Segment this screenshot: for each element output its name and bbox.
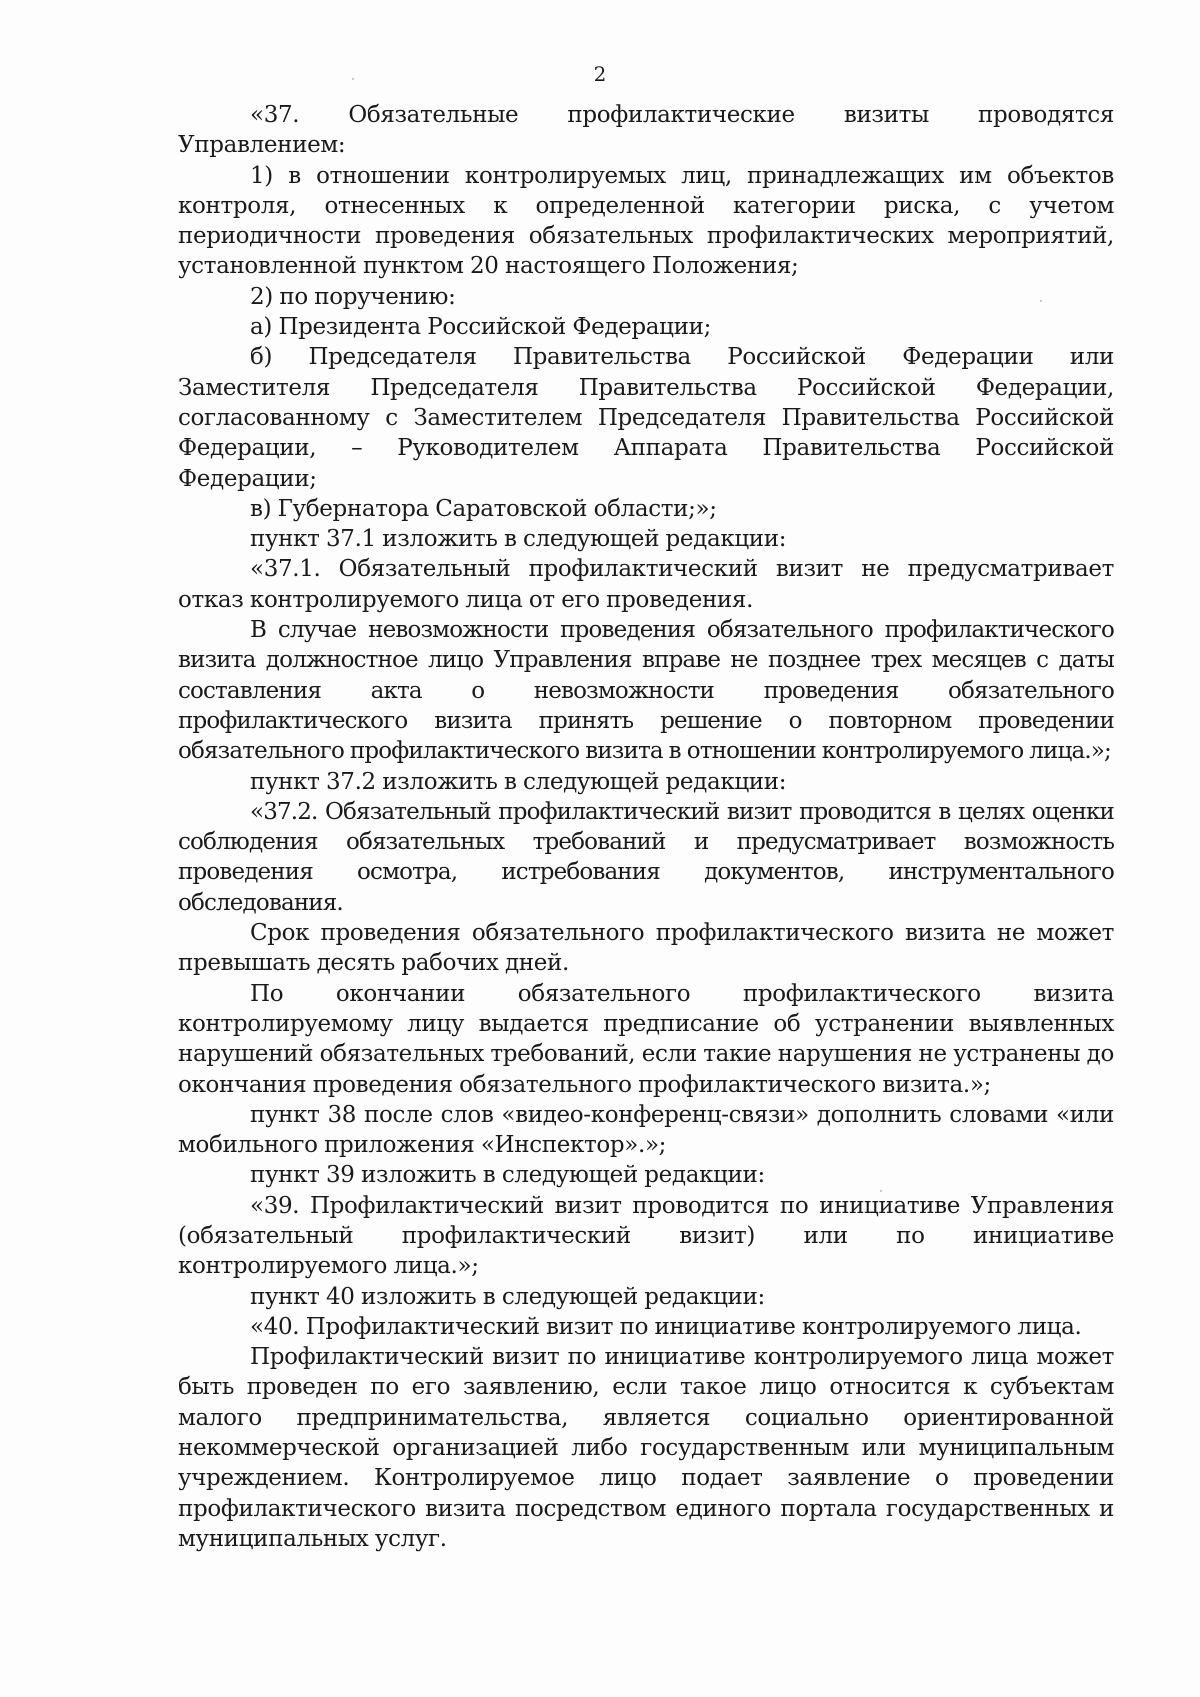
paragraph-37-item-2: 2) по поручению:	[250, 283, 456, 310]
paragraph-37-2: «37.2. Обязательный профилактический визит проводится в целях оценки соблюдения обязательных требований и предусматривает возможность проведения осмотра, истребования документов, инструментального обследования.	[178, 798, 1114, 916]
document-body	[178, 100, 1114, 1554]
amendment-38: пункт 38 после слов «видео-конференц-связи» дополнить словами «или мобильного приложения «Инспектор».»;	[178, 1101, 1114, 1159]
amendment-40-intro: пункт 40 изложить в следующей редакции:	[250, 1283, 765, 1310]
scan-speck	[1040, 300, 1042, 302]
paragraph-39: «39. Профилактический визит проводится по инициативе Управления (обязательный профилактический визит) или по инициативе контролируемого лица.»;	[178, 1192, 1114, 1280]
paragraph-37-item-2v: в) Губернатора Саратовской области;»;	[250, 495, 717, 522]
paragraph-37-2-prescription: По окончании обязательного профилактического визита контролируемому лицу выдается предписание об устранении выявленных нарушений обязательных требований, если такие нарушения не устранены до окончания проведения обязательного профилактического визита.»;	[178, 980, 1114, 1098]
amendment-39-intro: пункт 39 изложить в следующей редакции:	[250, 1162, 765, 1189]
amendment-37-2-intro: пункт 37.2 изложить в следующей редакции:	[250, 768, 787, 795]
paragraph-37-2-term: Срок проведения обязательного профилактического визита не может превышать десять рабочих дней.	[178, 920, 1114, 977]
paragraph-40: «40. Профилактический визит по инициативе контролируемого лица.	[250, 1313, 1082, 1340]
scan-speck	[352, 78, 354, 80]
paragraph-40-application: Профилактический визит по инициативе контролируемого лица может быть проведен по его заявлению, если такое лицо относится к субъектам малого предпринимательства, является социально ориентированной некоммерческой организацией либо государственным или муниципальным учреждением. Контролируемое лицо подает заявление о проведении профилактического визита посредством единого портала государственных и муниципальных услуг.	[178, 1344, 1114, 1552]
page-number: 2	[593, 62, 607, 86]
paragraph-37-1: «37.1. Обязательный профилактический визит не предусматривает отказ контролируемого лица от его проведения.	[178, 556, 1114, 613]
paragraph-37-item-2a: а) Президента Российской Федерации;	[250, 314, 711, 341]
paragraph-37-item-1: 1) в отношении контролируемых лиц, принадлежащих им объектов контроля, отнесенных к определенной категории риска, с учетом периодичности проведения обязательных профилактических мероприятий, установленной пунктом 20 настоящего Положения;	[178, 162, 1114, 280]
paragraph-37-item-2b: б) Председателя Правительства Российской Федерации или Заместителя Председателя Правительства Российской Федерации, согласованному с Заместителем Председателя Правительства Российской Федерации, – Руководителем Аппарата Правительства Российской Федерации;	[178, 344, 1114, 492]
paragraph-37-1-impossibility: В случае невозможности проведения обязательного профилактического визита должностное лицо Управления вправе не позднее трех месяцев с даты составления акта о невозможности проведения обязательного профилактического визита принять решение о повторном проведении обязательного профилактического визита в отношении контролируемого лица.»;	[178, 617, 1114, 765]
scan-speck	[880, 1190, 882, 1192]
amendment-37-1-intro: пункт 37.1 изложить в следующей редакции:	[250, 526, 787, 553]
paragraph-37: «37. Обязательные профилактические визиты проводятся Управлением:	[178, 102, 1114, 159]
